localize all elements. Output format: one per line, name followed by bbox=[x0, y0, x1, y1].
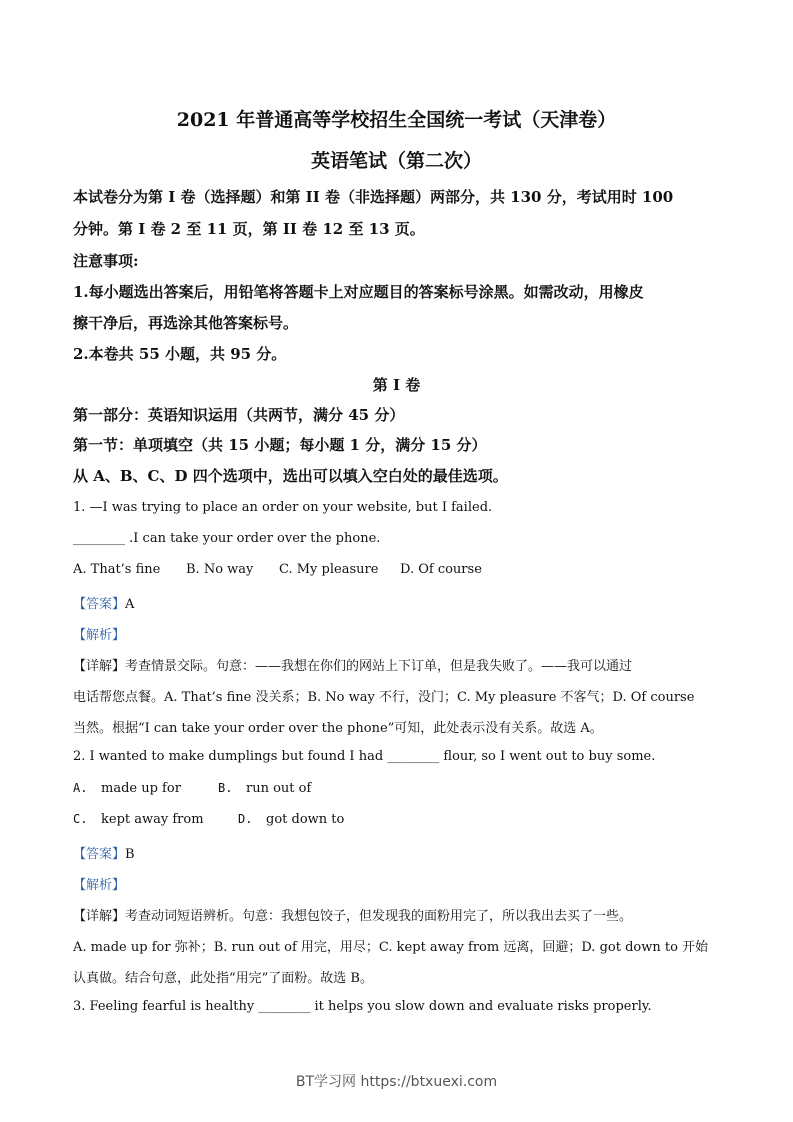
q2-option-a: made up for bbox=[101, 781, 181, 796]
exam-subtitle: 英语笔试（第二次） bbox=[310, 150, 482, 172]
q1-detail-tag: 【详解】 bbox=[73, 659, 126, 674]
q2-options-row-2 bbox=[73, 812, 723, 827]
notice-2: 2.本卷共 55 小题，共 95 分。 bbox=[73, 345, 287, 363]
q1-stem-2: ________ .I can take your order over the phone. bbox=[73, 531, 381, 546]
q3-stem: 3. Feeling fearful is healthy ________ it helps you slow down and evaluate risks properly. bbox=[73, 999, 652, 1014]
instruction: 从 A、B、C、D 四个选项中，选出可以填入空白处的最佳选项。 bbox=[73, 467, 508, 485]
q2-analysis-tag: 【解析】 bbox=[73, 878, 126, 893]
q2-detail-3: 认真做。结合句意，此处指“用完”了面粉。故选 B。 bbox=[73, 971, 373, 986]
q2-option-c-label: C. bbox=[73, 812, 88, 826]
notice-1-line-1: 1.每小题选出答案后，用铅笔将答题卡上对应题目的答案标号涂黑。如需改动，用橡皮 bbox=[73, 283, 644, 301]
q1-answer-value: A bbox=[125, 597, 135, 612]
intro-line-2: 分钟。第 I 卷 2 至 11 页，第 II 卷 12 至 13 页。 bbox=[73, 220, 425, 238]
notice-1-line-2: 擦干净后，再选涂其他答案标号。 bbox=[73, 314, 299, 332]
q1-option-b: B. No way bbox=[186, 562, 254, 577]
q2-answer-value: B bbox=[125, 847, 135, 862]
notice-heading: 注意事项: bbox=[73, 252, 139, 270]
q2-option-d: got down to bbox=[266, 812, 345, 827]
volume-heading: 第 I 卷 bbox=[372, 376, 421, 394]
q2-detail-1 bbox=[73, 905, 723, 924]
q1-options bbox=[73, 562, 723, 577]
section-1-heading: 第一部分：英语知识运用（共两节，满分 45 分） bbox=[73, 406, 405, 424]
q2-option-b: run out of bbox=[246, 781, 312, 796]
q1-stem-1: 1. —I was trying to place an order on your website, but I failed. bbox=[73, 500, 493, 515]
q1-detail-1 bbox=[73, 655, 723, 674]
intro-line-1: 本试卷分为第 I 卷（选择题）和第 II 卷（非选择题）两部分，共 130 分，考试用时 100 bbox=[73, 188, 674, 206]
q1-answer-tag: 【答案】 bbox=[73, 597, 126, 612]
q1-option-a: A. That’s fine bbox=[73, 562, 161, 577]
q2-option-d-label: D. bbox=[238, 812, 253, 826]
q2-detail-tag: 【详解】 bbox=[73, 909, 126, 924]
q1-detail-text-1: 考查情景交际。句意：——我想在你们的网站上下订单，但是我失败了。——我可以通过 bbox=[125, 659, 633, 674]
q1-option-d: D. Of course bbox=[400, 562, 482, 577]
q2-answer bbox=[73, 843, 723, 862]
exam-title: 2021 年普通高等学校招生全国统一考试（天津卷） bbox=[176, 109, 617, 131]
q2-detail-text-1: 考查动词短语辨析。句意：我想包饺子，但发现我的面粉用完了，所以我出去买了一些。 bbox=[125, 909, 633, 924]
q2-answer-tag: 【答案】 bbox=[73, 847, 126, 862]
section-1-1-heading: 第一节：单项填空（共 15 小题；每小题 1 分，满分 15 分） bbox=[73, 436, 487, 454]
q1-answer bbox=[73, 593, 723, 612]
q1-analysis-tag: 【解析】 bbox=[73, 628, 126, 643]
q2-option-a-label: A. bbox=[73, 781, 88, 795]
q1-option-c: C. My pleasure bbox=[279, 562, 379, 577]
q2-stem: 2. I wanted to make dumplings but found I had ________ flour, so I went out to buy some. bbox=[73, 749, 656, 764]
q1-detail-2: 电话帮您点餐。A. That’s fine 没关系；B. No way 不行，没门；C. My pleasure 不客气；D. Of course bbox=[73, 690, 695, 705]
q1-detail-3: 当然。根据“I can take your order over the phone”可知，此处表示没有关系。故选 A。 bbox=[73, 721, 603, 736]
site-watermark-footer: BT学习网 https://btxuexi.com bbox=[295, 1074, 498, 1090]
q2-option-c: kept away from bbox=[101, 812, 204, 827]
q2-option-b-label: B. bbox=[218, 781, 233, 795]
q2-options-row-1 bbox=[73, 781, 723, 796]
q2-detail-2: A. made up for 弥补；B. run out of 用完，用尽；C. kept away from 远离，回避；D. got down to 开始 bbox=[73, 940, 709, 955]
